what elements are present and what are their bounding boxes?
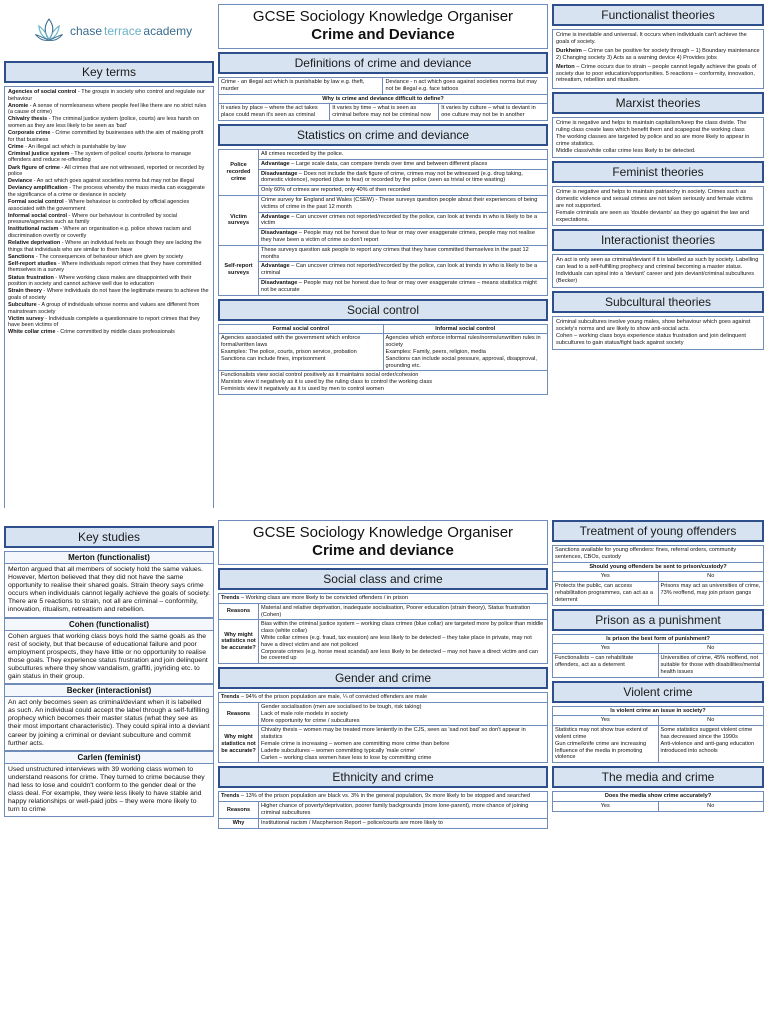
functionalist-merton: Merton – Crime occurs due to strain – people cannot legally achieve the goals of society due to poor education/opportunities. 5 reactions – conformity, innovation, retreatism, rebellion and ritualism.	[556, 63, 757, 84]
key-term-item	[8, 144, 210, 151]
functionalist-intro: Crime is inevitable and universal. It occurs when individuals can't achieve the goals of society.	[556, 32, 747, 45]
key-term-definition: - Where an organisation e.g. police shows racism and discrimination overtly or covertly	[8, 226, 191, 239]
formal-control-text: Agencies associated with the government which enforce formal/written laws Examples: The police, courts, prison service, probation Sanctions can include fines, imprisonment	[219, 334, 384, 371]
young-offenders-question: Should young offenders be sent to prison/custody?	[553, 562, 764, 572]
stat-disadvantage: Disadvantage – People may not be honest due to fear or may over exaggerate crimes, people may not realise they have been a victim of crime so don't report	[259, 229, 548, 246]
violent-crime-table	[552, 706, 764, 764]
key-term-item	[8, 178, 210, 185]
stat-advantage: Advantage – Large scale data, can compare trends over time and between different places	[259, 159, 548, 169]
media-question: Does the media show crime accurately?	[553, 792, 764, 802]
key-term-definition: - Where working class males are disappointed with their position in society and cannot achieve well due to education	[8, 274, 192, 288]
reason-culture: It varies by culture – what is deviant in one culture may not be in another	[439, 104, 548, 121]
key-term-definition: - Crime committed by businesses with the aim of making profit for that business	[8, 130, 204, 143]
key-term-item	[8, 275, 210, 288]
definition-question: Why is crime and deviance difficult to define?	[219, 94, 548, 104]
page-one	[0, 0, 768, 508]
key-term-definition: - Individuals complete a questionnaire to report crimes that they have been victims of	[8, 315, 200, 329]
note-functionalist: Functionalists view social control positively as it maintains social order/cohesion	[221, 372, 419, 379]
marxist-text: Crime is negative and helps to maintain capitalism/keep the class divide. The ruling class create laws which benefit them and scapegoat the working class The working classes are targeted by police and so are more likely to appear in crime statistics. Middle class/white collar crime less likely to be detected.	[552, 117, 764, 158]
key-term-name: White collar crime	[8, 329, 56, 336]
key-studies-list	[4, 551, 214, 817]
key-term-definition: - The groups in society who control and regulate our behaviour	[8, 89, 205, 102]
key-term-name: Informal social control	[8, 212, 67, 219]
stat-method-description: These surveys question ask people to report any crimes that they have committed themselves in the past 12 months	[259, 245, 548, 262]
stat-method-label: Police recorded crime	[219, 149, 259, 195]
key-term-definition: - Where our behaviour is controlled by social pressure/agencies such as family	[8, 212, 178, 226]
interactionist-text: An act is only seen as criminal/deviant if it is labelled as such by society. Labelling can lead to a self-fulfilling prophecy and criminal becoming a master status. Individuals can spiral into a 'deviant' career and join deviant/criminal subcultures (Becker)	[552, 254, 764, 288]
key-term-item	[8, 254, 210, 261]
key-term-item	[8, 199, 210, 212]
no-heading: No	[658, 801, 764, 811]
right-column-2	[552, 520, 764, 1020]
violent-crime-no: Some statistics suggest violent crime has decreased since the 1990s Anti-violence and anti-gang education introduced into schools	[658, 726, 764, 763]
key-study	[4, 684, 214, 751]
key-study-name: Cohen (functionalist)	[5, 619, 213, 631]
note-feminist: Feminists view it negatively as it is used by men to control women	[221, 385, 384, 392]
key-term-definition: - Where individuals report crimes that they have committed themselves in a survey	[8, 260, 202, 274]
young-offenders-no: Prisons may act as universities of crime, 73% reoffend, may join prison gangs	[658, 582, 764, 605]
feminist-text: Crime is negative and helps to maintain patriarchy in society. Crimes such as domestic violence and sexual crimes are not taken seriously and female victims are not supported. Female criminals are seen as 'double deviants' as they go against the law and expectations.	[552, 186, 764, 227]
key-term-item	[8, 130, 210, 143]
ethnicity-reasons: Higher chance of poverty/deprivation, poorer family backgrounds (more lone-parent), more chance of joining criminal subcultures	[259, 802, 548, 819]
key-term-item	[8, 103, 210, 116]
page-title	[218, 4, 548, 49]
stat-disadvantage: Disadvantage – People may not be honest due to fear or may over exaggerate crimes – means statistics might not be accurate	[259, 278, 548, 295]
prison-header: Prison as a punishment	[552, 609, 764, 631]
key-term-item	[8, 288, 210, 301]
key-term-item	[8, 116, 210, 129]
social-control-header: Social control	[218, 299, 548, 321]
reasons-label: Reasons	[219, 802, 259, 819]
stat-method-label: Self-report surveys	[219, 245, 259, 295]
media-table	[552, 791, 764, 812]
stat-advantage: Advantage – Can uncover crimes not reported/recorded by the police, can look at trends in who is likely to be a victim	[259, 212, 548, 229]
prison-question: Is prison the best form of punishment?	[553, 634, 764, 644]
key-term-definition: - The consequences of behaviour which are given by society	[34, 253, 184, 260]
key-term-name: Agencies of social control	[8, 89, 77, 95]
violent-crime-yes: Statistics may not show true extent of violent crime Gun crime/knife crime are increasing Influence of the media in promoting violence	[553, 726, 659, 763]
stat-method-description: Crime survey for England and Wales (CSEW) - These surveys question people about their experiences of being victims of crime in the past 12 month	[259, 195, 548, 212]
social-control-notes	[219, 371, 548, 394]
social-class-trends: Trends – Working class are more likely to be convicted offenders / in prison	[219, 594, 548, 604]
yes-heading: Yes	[553, 644, 659, 654]
key-study-text: Used unstructured interviews with 39 working class women to understand reasons for crime. They turned to crime because they had less to lose and couldn't conform to the gender deal or the class deal. For example, they were less likely to have stable and happy relationships or well-paid jobs – they were more likely to turn to crime	[8, 765, 205, 814]
title-line-1: GCSE Sociology Knowledge Organiser	[252, 8, 514, 25]
social-class-reasons: Material and relative deprivation, inadequate socialisation, Poorer education (strain theory), Status frustration (Cohen)	[259, 603, 548, 620]
violent-crime-question: Is violent crime an issue in society?	[553, 706, 764, 716]
school-logo	[4, 4, 214, 58]
key-term-name: Sanctions	[8, 253, 35, 260]
key-term-name: Formal social control	[8, 199, 64, 205]
subcultural-header: Subcultural theories	[552, 291, 764, 313]
informal-control-heading: Informal social control	[383, 324, 548, 334]
gender-reasons: Gender socialisation (men are socialised to be tough, risk taking) Lack of male role models in society More opportunity for crime / subcultures	[259, 702, 548, 725]
title-line-1: GCSE Sociology Knowledge Organiser	[252, 524, 514, 541]
lotus-logo-icon	[32, 14, 66, 48]
stat-advantage: Advantage – Can uncover crimes not reported/recorded by the police, can look at trends in who is likely to be a criminal	[259, 262, 548, 279]
key-term-name: Self-report studies	[8, 260, 57, 267]
young-offenders-table	[552, 545, 764, 606]
key-term-item	[8, 165, 210, 178]
reasons-label: Reasons	[219, 702, 259, 725]
page-gap	[0, 508, 768, 516]
key-study-text: An act only becomes seen as criminal/deviant when it is labelled as such. An individual could accept the label through a self-fulfilling prophecy which becomes their master status (what they see as their most important characteristic). They could spiral into a deviant career by joining a criminal or deviant subculture and commit further acts.	[8, 699, 210, 747]
key-term-item	[8, 261, 210, 274]
key-terms-header: Key terms	[4, 61, 214, 83]
key-term-name: Institutional racism	[8, 226, 59, 233]
social-class-table	[218, 593, 548, 664]
why-label: Why might statistics not be accurate?	[219, 620, 259, 664]
yes-heading: Yes	[553, 572, 659, 582]
logo-text: chase terrace academy	[70, 24, 193, 38]
gender-table	[218, 692, 548, 763]
title-line-2: Crime and deviance	[312, 542, 454, 559]
key-term-name: Crime	[8, 143, 24, 150]
key-term-name: Deviancy amplification	[8, 185, 68, 192]
media-header: The media and crime	[552, 766, 764, 788]
key-term-definition: - The process whereby the mass media can exaggerate the significance of a crime or deviance in society	[8, 185, 205, 198]
no-heading: No	[658, 572, 764, 582]
stat-method-label: Victim surveys	[219, 195, 259, 245]
crime-definition: Crime - an illegal act which is punishable by law e.g. theft, murder	[219, 78, 383, 95]
key-term-name: Criminal justice system	[8, 150, 70, 157]
key-term-definition: - Where an individual feels as though they are lacking the things that individuals who are similar to them have	[8, 240, 202, 253]
statistics-table	[218, 149, 548, 296]
gender-trends: Trends – 94% of the prison population are male, ¼ of convicted offenders are male	[219, 693, 548, 703]
key-term-definition: - The criminal justice system (police, courts) are less harsh on women as they are less likely to be seen as 'bad'	[8, 116, 200, 129]
ethnicity-header: Ethnicity and crime	[218, 766, 548, 788]
key-term-name: Corporate crime	[8, 130, 51, 137]
stat-method-description: All crimes recorded by the police.	[259, 149, 548, 159]
middle-column	[218, 4, 548, 504]
yes-heading: Yes	[553, 716, 659, 726]
key-studies-header: Key studies	[4, 526, 214, 548]
young-offenders-intro: Sanctions available for young offenders: fines, referral orders, community sentences, CBOs, custody	[553, 546, 764, 563]
key-term-item	[8, 213, 210, 226]
key-term-name: Anomie	[8, 102, 29, 109]
yes-heading: Yes	[553, 801, 659, 811]
key-term-definition: - A sense of normlessness where people feel like there are no strict rules (a cause of crime)	[8, 102, 207, 116]
key-term-item	[8, 240, 210, 253]
subcultural-text: Criminal subcultures involve young males, show behaviour which goes against society's norms and are likely to show anti-social acts. Cohen – working class boys experience status frustration and join delinquent subcultures to gain status/fight back against society	[552, 316, 764, 350]
ethnicity-why: Institutional racism / Macpherson Report – police/courts are more likely to	[259, 818, 548, 828]
key-term-name: Dark figure of crime	[8, 164, 60, 171]
gender-why: Chivalry thesis – women may be treated more leniently in the CJS, seen as 'sad not bad' so don't appear in statistics Female crime is increasing – women are committing more crime than before Ladette subcultures – women committing typically 'male crime' Carlen – working class women have less to lose by committing crime	[259, 726, 548, 763]
key-term-definition: - Where individuals do not have the legitimate means to achieve the goals of society	[8, 288, 209, 301]
key-study	[4, 551, 214, 618]
reason-place: It varies by place – where the act takes place could mean it's seen as criminal	[219, 104, 330, 121]
functionalist-durkheim: Durkheim – Crime can be positive for society through – 1) Boundary maintenance 2) Changing society 3) Acts as a warning device 4) Provides jobs	[556, 47, 760, 61]
why-label: Why might statistics not be accurate?	[219, 726, 259, 763]
stat-extra-note: Only 60% of crimes are reported, only 40% of then recorded	[259, 186, 548, 196]
social-class-header: Social class and crime	[218, 568, 548, 590]
key-term-definition: - Where behaviour is controlled by official agencies associated with the government	[8, 199, 190, 212]
formal-control-heading: Formal social control	[219, 324, 384, 334]
key-study-name: Becker (interactionist)	[5, 685, 213, 697]
why-label: Why	[219, 818, 259, 828]
key-term-name: Subculture	[8, 301, 37, 308]
key-study-name: Merton (functionalist)	[5, 552, 213, 564]
page-two	[0, 516, 768, 1024]
deviance-definition: Deviance - n act which goes against societies norms but may not be illegal e.g. face tattoos	[383, 78, 548, 95]
violent-crime-header: Violent crime	[552, 681, 764, 703]
key-term-definition: - Crime committed by middle class professionals	[55, 329, 175, 336]
key-term-item	[8, 302, 210, 315]
stat-disadvantage: Disadvantage – Does not include the dark figure of crime, crimes may not be witnessed (e.g. drug taking, domestic violence), reported (due to fear) or recorded by the police (seen as trivial or time wasting)	[259, 169, 548, 186]
key-study-text: Merton argued that all members of society hold the same values. However, Merton believed that they did not have the same opportunity to realise their shared goals. Strain theory says crime occurs when individuals cannot legally achieve the goals of society. There are 5 reactions to strain, not all are criminal – conformity, innovation, ritualism, retreatism and rebellion.	[8, 566, 211, 614]
key-term-definition: - The system of police/ courts /prisons to manage offenders and reduce re-offending	[8, 150, 192, 164]
page-title-2	[218, 520, 548, 565]
interactionist-header: Interactionist theories	[552, 229, 764, 251]
key-term-name: Deviance	[8, 178, 33, 185]
key-study-name: Carlen (feminist)	[5, 752, 213, 764]
functionalist-header: Functionalist theories	[552, 4, 764, 26]
left-column	[4, 4, 214, 504]
key-terms-list	[4, 86, 214, 511]
key-term-item	[8, 89, 210, 102]
functionalist-box	[552, 29, 764, 89]
key-term-definition: - A group of individuals whose norms and values are different from mainstream society	[8, 301, 200, 315]
key-term-item	[8, 151, 210, 164]
note-marxist: Marxists view it negatively as it is used by the ruling class to control the working class	[221, 379, 433, 386]
prison-no: Universities of crime, 45% reoffend, not suitable for those with disabilities/mental health issues	[658, 654, 764, 677]
title-line-2: Crime and Deviance	[311, 26, 455, 43]
young-offenders-yes: Protects the public, can access rehabilitation programmes, can act as a deterrent	[553, 582, 659, 605]
key-term-name: Chivalry thesis	[8, 116, 48, 123]
informal-control-text: Agencies which enforce informal rules/norms/unwritten rules in society Examples: Family, peers, religion, media Sanctions can include social pressure, approval, disapproval, grounding etc.	[383, 334, 548, 371]
gender-header: Gender and crime	[218, 667, 548, 689]
key-term-name: Victim survey	[8, 315, 44, 322]
definitions-header: Definitions of crime and deviance	[218, 52, 548, 74]
key-term-definition: - All crimes that are not witnessed, reported or recorded by police	[8, 164, 205, 178]
ethnicity-table	[218, 791, 548, 828]
social-control-table	[218, 324, 548, 395]
no-heading: No	[658, 716, 764, 726]
key-term-item	[8, 329, 210, 336]
key-study	[4, 751, 214, 818]
key-term-item	[8, 226, 210, 239]
young-offenders-header: Treatment of young offenders	[552, 520, 764, 542]
marxist-header: Marxist theories	[552, 92, 764, 114]
key-term-name: Strain theory	[8, 288, 42, 295]
key-term-name: Status frustration	[8, 274, 54, 281]
key-term-name: Relative deprivation	[8, 240, 61, 247]
key-term-item	[8, 316, 210, 329]
middle-column-2	[218, 520, 548, 1020]
key-studies-column	[4, 520, 214, 1020]
key-study	[4, 618, 214, 685]
definitions-table	[218, 77, 548, 121]
reason-time: It varies by time – what is seen as criminal before may not be criminal now	[330, 104, 439, 121]
prison-table	[552, 634, 764, 678]
feminist-header: Feminist theories	[552, 161, 764, 183]
prison-yes: Functionalists – can rehabilitate offenders, act as a deterrent	[553, 654, 659, 677]
reasons-label: Reasons	[219, 603, 259, 620]
key-term-definition: - An illegal act which is punishable by law	[23, 143, 126, 150]
key-term-definition: - An act which goes against societies norms but may not be illegal	[32, 178, 194, 185]
key-study-text: Cohen argues that working class boys hold the same goals as the rest of society, but that because of educational failure and poor employment prospects, they have little or no opportunity to realise those goals. They experience status frustration and join delinquent subcultures where they show vandalism, graffiti, joyriding etc. to gain status in their group.	[8, 632, 208, 681]
no-heading: No	[658, 644, 764, 654]
right-column	[552, 4, 764, 504]
statistics-header: Statistics on crime and deviance	[218, 124, 548, 146]
key-term-item	[8, 185, 210, 198]
social-class-why: Bias within the criminal justice system – working class crimes (blue collar) are targeted more by police than middle class (white collar) White collar crimes (e.g. fraud, tax evasion) are less likely to be detected – they take place in private, may not have a direct victim and are not policed Corporate crimes (e.g. horse meat scandal) are less likely to be detected – may not have a direct victim and can be covered up	[259, 620, 548, 664]
ethnicity-trends: Trends – 13% of the prison population are black vs. 3% in the general population, 9x more likely to be stopped and searched	[219, 792, 548, 802]
